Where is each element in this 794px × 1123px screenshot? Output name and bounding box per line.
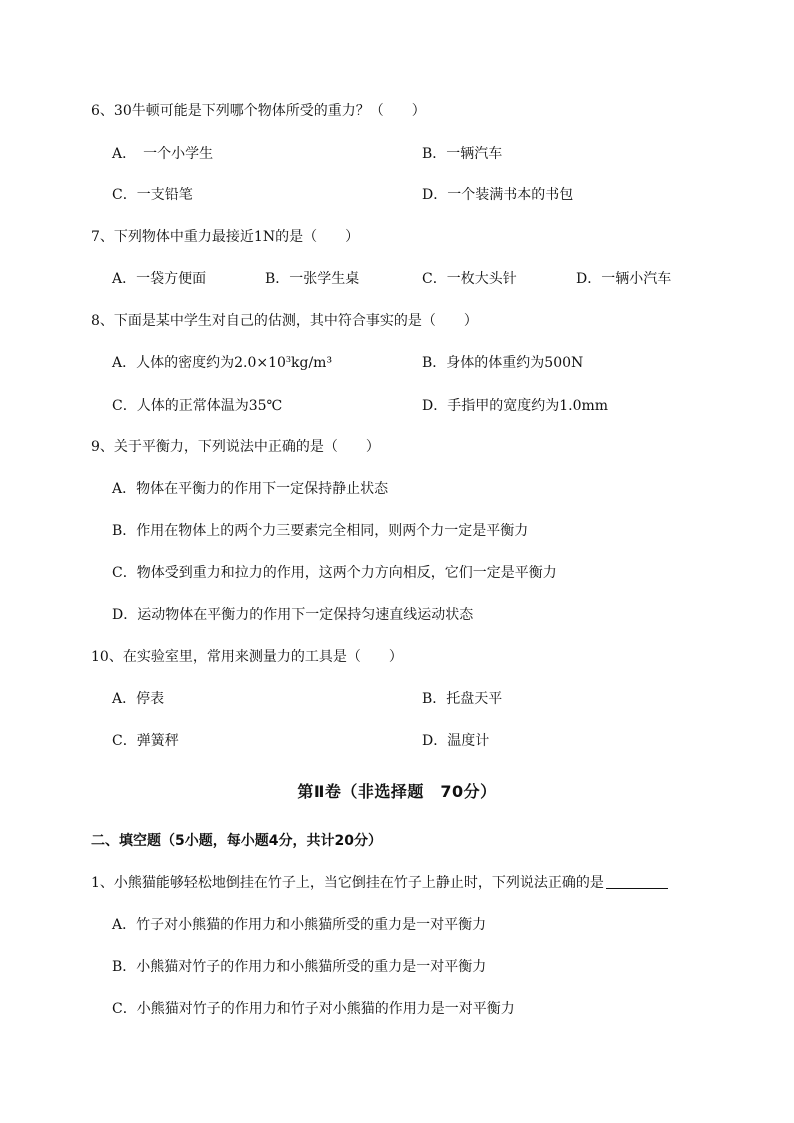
question-9-option-a: A．物体在平衡力的作用下一定保持静止状态: [112, 481, 389, 497]
fill-question-1-option-c: C．小熊猫对竹子的作用力和竹子对小熊猫的作用力是一对平衡力: [112, 1001, 515, 1017]
question-7-stem: 7、下列物体中重力最接近1N的是（ ）: [91, 229, 360, 245]
question-10-option-b: B．托盘天平: [422, 691, 503, 707]
answer-blank[interactable]: [606, 874, 668, 889]
question-9-stem: 9、关于平衡力，下列说法中正确的是（ ）: [91, 439, 380, 455]
fill-question-1-text: 1、小熊猫能够轻松地倒挂在竹子上，当它倒挂在竹子上静止时，下列说法正确的是: [91, 875, 604, 891]
question-10-option-a: A．停表: [112, 691, 165, 707]
question-8-option-b: B．身体的体重约为500N: [422, 355, 584, 371]
question-9-option-b: B．作用在物体上的两个力三要素完全相同，则两个力一定是平衡力: [112, 523, 529, 539]
fill-question-1-option-b: B．小熊猫对竹子的作用力和小熊猫所受的重力是一对平衡力: [112, 959, 487, 975]
question-10-option-c: C．弹簧秤: [112, 733, 179, 749]
question-10-stem: 10、在实验室里，常用来测量力的工具是（ ）: [91, 649, 403, 665]
question-6-stem: 6、30牛顿可能是下列哪个物体所受的重力？（ ）: [91, 103, 426, 119]
question-7-option-b: B．一张学生桌: [265, 271, 360, 287]
question-6-option-a: A． 一个小学生: [112, 146, 214, 162]
question-8-option-c: C．人体的正常体温为35℃: [112, 398, 283, 414]
part-2-title: 第Ⅱ卷（非选择题 70分）: [297, 782, 497, 801]
question-8-stem: 8、下面是某中学生对自己的估测，其中符合事实的是（ ）: [91, 313, 478, 329]
question-9-option-d: D．运动物体在平衡力的作用下一定保持匀速直线运动状态: [112, 607, 474, 623]
question-8-option-a-exponent: 3: [285, 355, 292, 364]
question-7-option-a: A．一袋方便面: [112, 271, 207, 287]
question-10-option-d: D．温度计: [422, 733, 490, 749]
question-8-option-a: [112, 352, 332, 372]
question-9-option-c: C．物体受到重力和拉力的作用，这两个力方向相反，它们一定是平衡力: [112, 565, 557, 581]
question-8-option-d: D．手指甲的宽度约为1.0mm: [422, 398, 609, 414]
question-8-option-a-unit: kg/m³: [291, 355, 333, 371]
question-6-option-c: C．一支铅笔: [112, 187, 193, 203]
question-8-option-a-text: A．人体的密度约为2.0×10: [112, 355, 286, 371]
fill-question-1-stem: [91, 872, 668, 892]
question-6-option-d: D．一个装满书本的书包: [422, 187, 574, 203]
question-7-option-d: D．一辆小汽车: [576, 271, 672, 287]
question-6-option-b: B．一辆汽车: [422, 146, 503, 162]
fill-question-1-option-a: A．竹子对小熊猫的作用力和小熊猫所受的重力是一对平衡力: [112, 917, 487, 933]
section-heading-fill-in: 二、填空题（5小题，每小题4分，共计20分）: [91, 833, 382, 849]
question-7-option-c: C．一枚大头针: [422, 271, 517, 287]
